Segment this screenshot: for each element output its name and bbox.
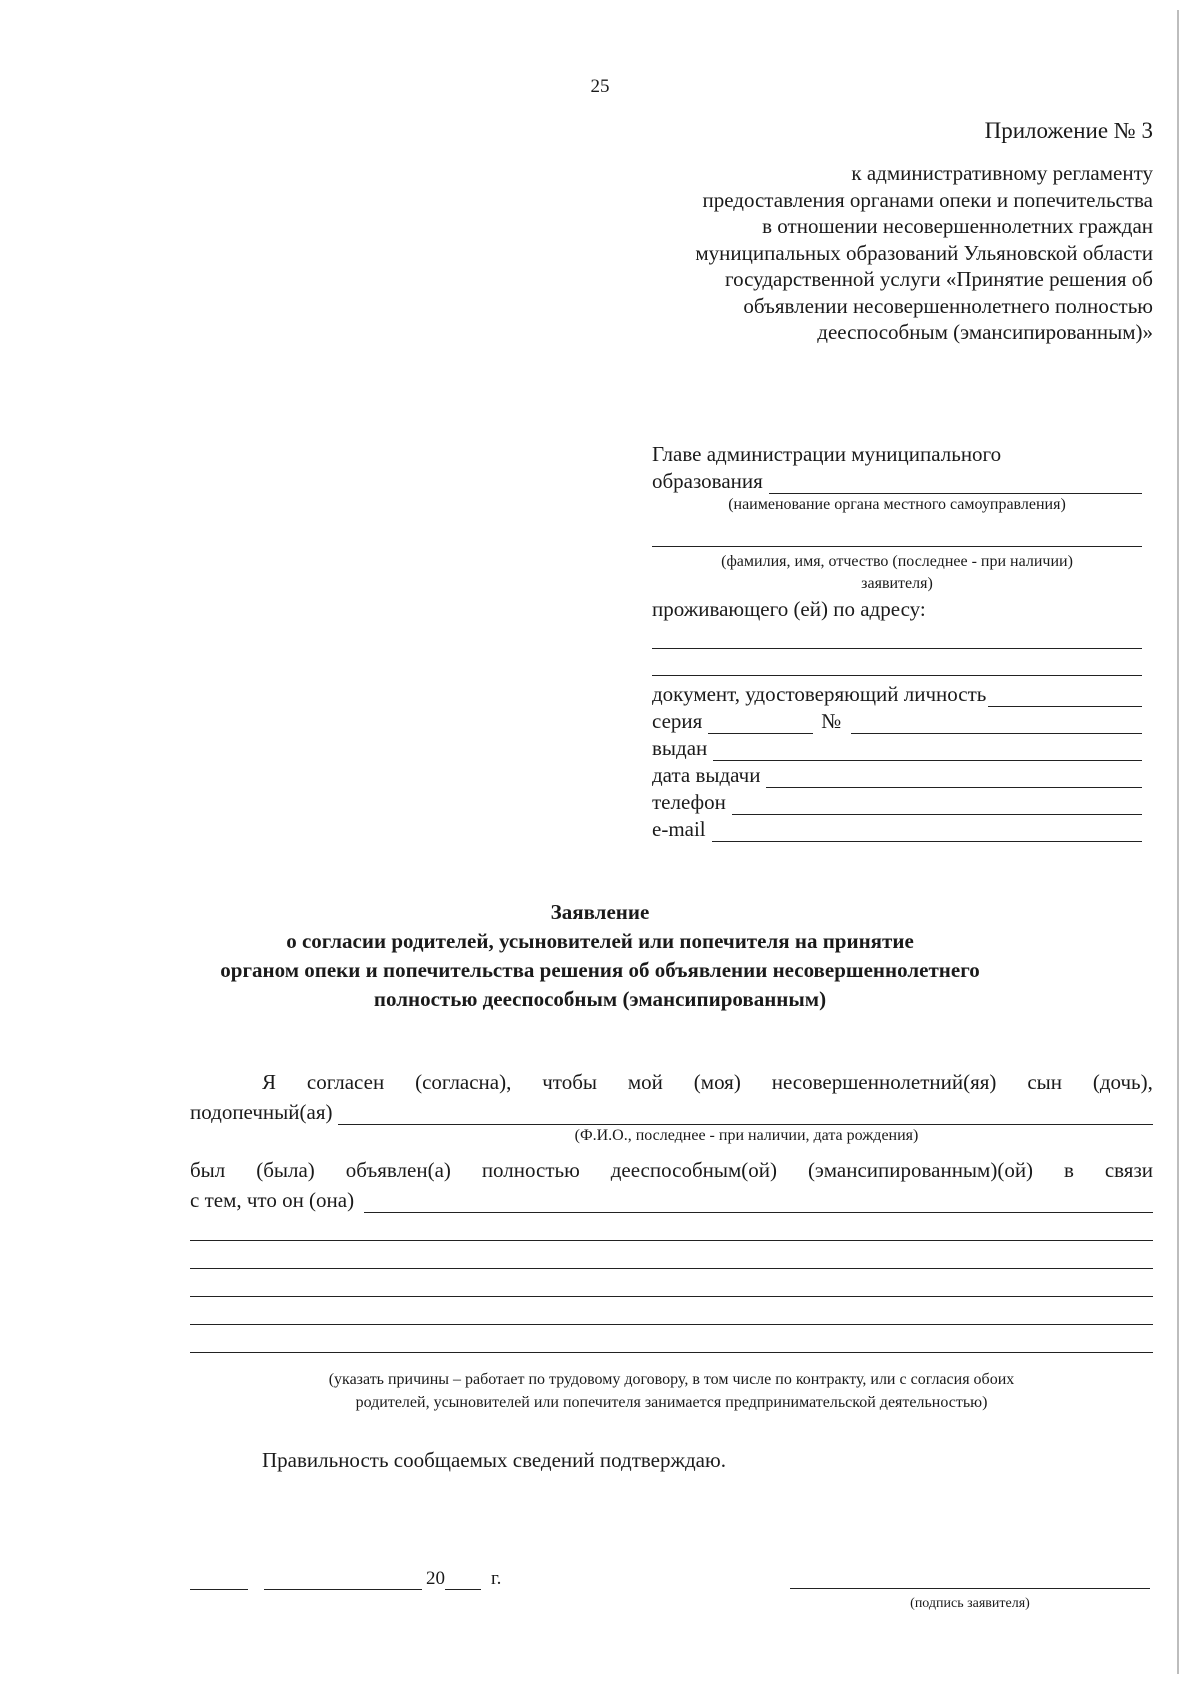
appendix-title: Приложение № 3 [984,118,1153,143]
body-word: (эмансипированным)(ой) [807,1158,1034,1182]
issue-date-field[interactable] [766,769,1142,788]
date-row [190,1560,501,1590]
body-word: в [1063,1158,1074,1182]
confirmation-text: Правильность сообщаемых сведений подтверждаю. [262,1448,726,1472]
reason-hint [190,1368,1153,1414]
body-word: (моя) [693,1070,741,1094]
year-prefix: 20 [426,1568,445,1589]
residing-row [652,595,1142,622]
statement-heading [0,898,1200,1014]
series-field[interactable] [708,715,813,734]
number-field[interactable] [851,715,1142,734]
body-word: (дочь), [1092,1070,1153,1094]
email-label: e-mail [652,817,706,841]
municipality-row [652,467,1142,494]
body-word: Я [262,1070,277,1094]
ward-field[interactable] [338,1104,1153,1125]
series-row [652,707,1142,734]
regulation-line: к административному регламенту [851,161,1153,185]
residing-label: проживающего (ей) по адресу: [652,597,926,621]
statement-title: Заявление [550,900,650,924]
number-label: № [821,709,842,733]
body-word: дееспособным(ой) [610,1158,778,1182]
page-edge-line [1177,10,1179,1674]
regulation-line: предоставления органами опеки и попечительства [702,187,1153,212]
ward-hint: (Ф.И.О., последнее - при наличии, дата рождения) [574,1127,919,1144]
issue-date-row [652,761,1142,788]
issue-date-label: дата выдачи [652,763,761,787]
reason-row [190,1183,1153,1213]
address-field-1[interactable] [652,622,1142,649]
regulation-line: дееспособным (эмансипированным)» [817,320,1153,344]
body-word: сын [1027,1070,1062,1094]
addressee-block [652,440,1142,842]
reason-field-line[interactable] [190,1297,1153,1325]
regulation-line: государственной услуги «Принятие решения об [725,267,1153,291]
statement-subtitle-line: о согласии родителей, усыновителей или попечителя на принятие [286,929,914,953]
id-doc-row [652,680,1142,707]
body-word: был [190,1158,226,1182]
year-suffix: г. [491,1568,502,1589]
phone-row [652,788,1142,815]
phone-field[interactable] [732,796,1142,815]
body-word: несовершеннолетний(яя) [771,1070,997,1094]
body-word: согласен [306,1070,385,1094]
signature-field[interactable] [790,1572,1150,1589]
signature-label: (подпись заявителя) [910,1596,1030,1611]
addressee-line [652,440,1142,467]
day-field[interactable] [190,1569,248,1590]
body-word: объявлен(а) [345,1158,451,1182]
org-hint: (наименование органа местного самоуправления) [728,496,1066,513]
reason-field-line[interactable] [190,1213,1153,1241]
id-doc-label: документ, удостоверяющий личность [652,682,987,706]
body-line-3 [190,1153,1153,1183]
email-row [652,815,1142,842]
municipality-field[interactable] [769,475,1142,494]
statement-subtitle-line: полностью дееспособным (эмансипированным) [373,987,827,1011]
addressee-title: Главе администрации муниципального [652,442,1002,466]
address-field-2[interactable] [652,649,1142,676]
name-hint: (фамилия, имя, отчество (последнее - при наличии) [721,553,1073,570]
body-word: (согласна), [415,1070,512,1094]
issued-field[interactable] [713,742,1142,761]
body-word: чтобы [542,1070,598,1094]
series-label: серия [652,709,703,733]
applicant-name-field[interactable] [652,520,1142,547]
year-field[interactable] [445,1569,481,1590]
reason-field-line[interactable] [190,1241,1153,1269]
reason-field[interactable] [364,1192,1153,1213]
body-word: (была) [256,1158,315,1182]
reason-field-line[interactable] [190,1269,1153,1297]
email-field[interactable] [712,823,1142,842]
regulation-reference [533,160,1153,346]
regulation-line: объявлении несовершеннолетнего полностью [743,293,1153,318]
issued-row [652,734,1142,761]
issued-label: выдан [652,736,708,760]
body-word: полностью [481,1158,580,1182]
reason-label: с тем, что он (она) [190,1188,355,1212]
ward-label: подопечный(ая) [190,1100,333,1124]
ward-row [190,1095,1153,1125]
page-number: 25 [590,76,610,97]
body-word: связи [1104,1158,1153,1182]
body-line-1 [190,1065,1153,1095]
body-word: мой [627,1070,663,1094]
name-hint-2: заявителя) [861,575,933,592]
regulation-line: в отношении несовершеннолетних граждан [762,214,1153,238]
statement-subtitle-line: органом опеки и попечительства решения об объявлении несовершеннолетнего [220,958,980,982]
month-field[interactable] [264,1569,422,1590]
statement-body [190,1065,1153,1353]
regulation-line: муниципальных образований Ульяновской области [695,240,1153,265]
municipality-label: образования [652,469,763,493]
id-doc-field[interactable] [988,688,1142,707]
reason-hint-line: (указать причины – работает по трудовому договору, в том числе по контракту, или с согласия обоих [328,1371,1015,1388]
phone-label: телефон [652,790,726,814]
reason-field-line[interactable] [190,1325,1153,1353]
reason-hint-line: родителей, усыновителей или попечителя занимается предпринимательской деятельностью) [355,1394,988,1411]
